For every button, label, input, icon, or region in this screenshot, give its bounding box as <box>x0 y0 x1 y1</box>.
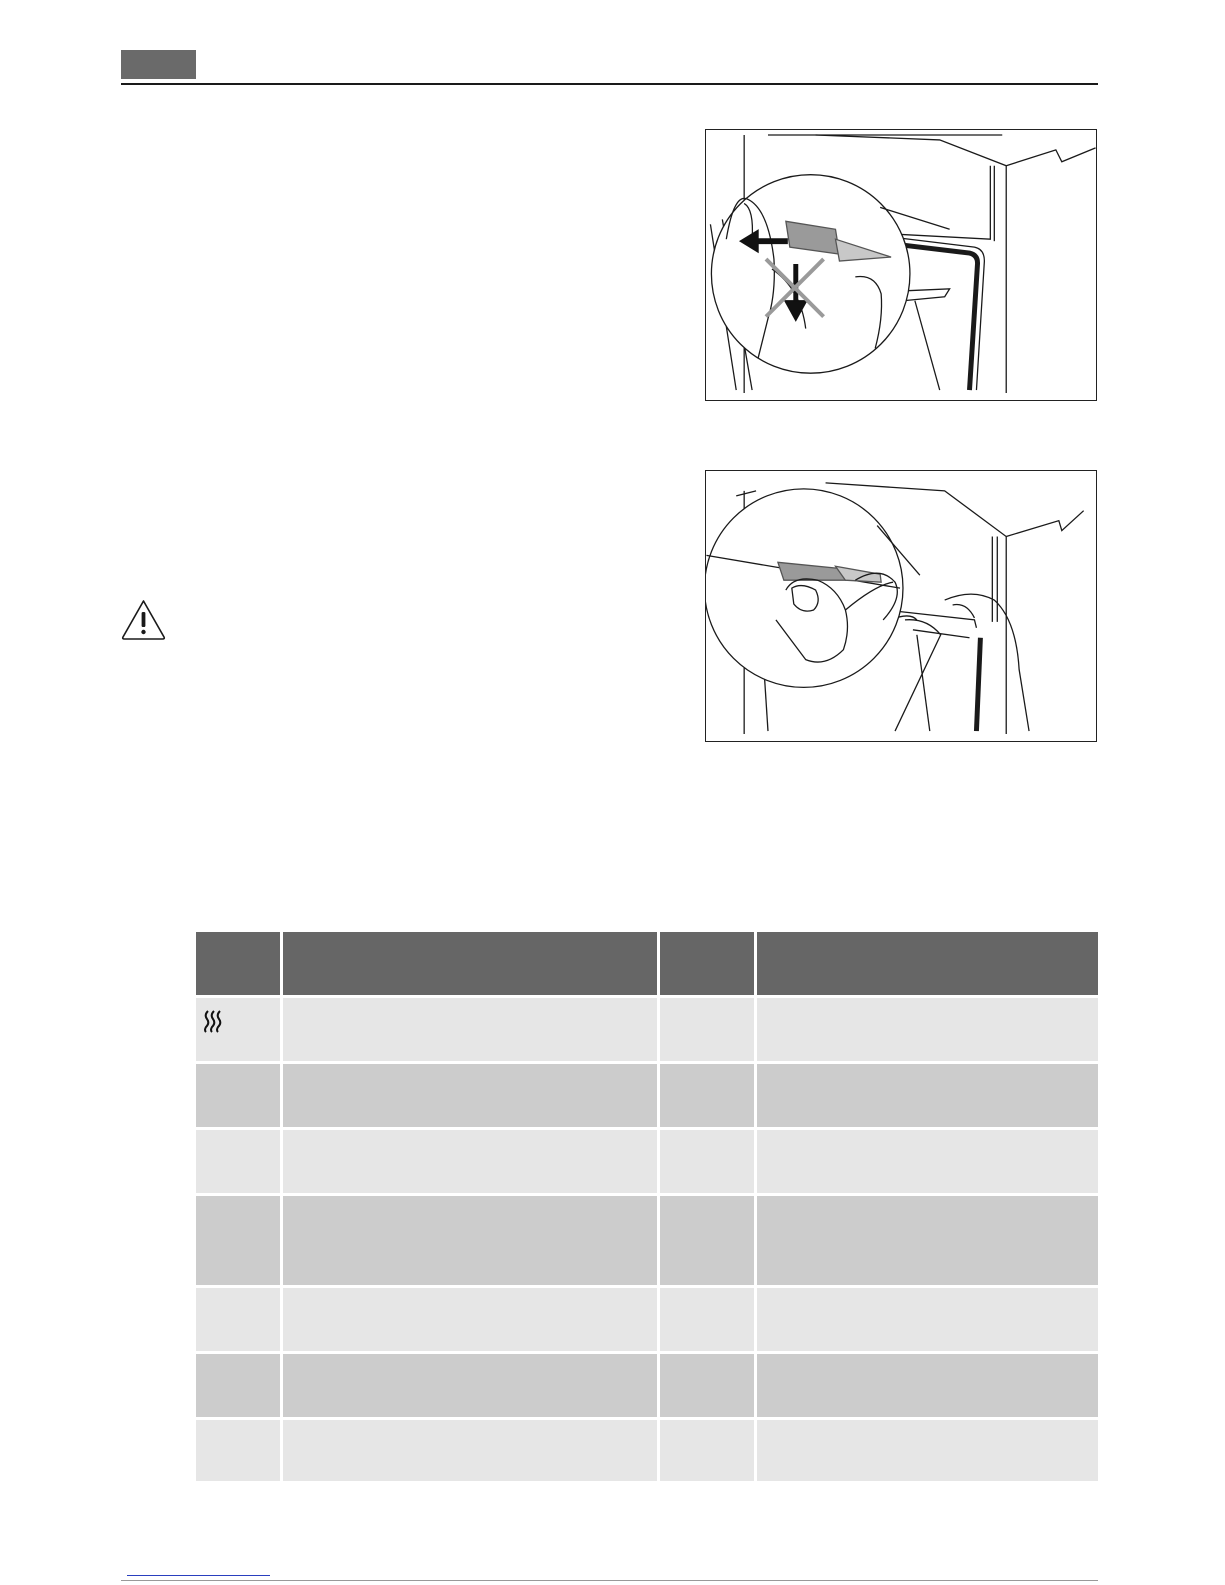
table-cell <box>196 1288 283 1354</box>
table-header-cell <box>757 932 1098 998</box>
table-cell <box>757 1064 1098 1130</box>
table-cell <box>757 1196 1098 1288</box>
table-cell <box>660 998 757 1064</box>
table-row <box>196 1420 1098 1484</box>
table-header-row <box>196 932 1098 998</box>
table-cell <box>283 1064 660 1130</box>
data-table <box>196 932 1098 1484</box>
table-row <box>196 1130 1098 1196</box>
table-row <box>196 998 1098 1064</box>
heat-waves-icon <box>202 1008 224 1034</box>
table-row <box>196 1196 1098 1288</box>
footer-link[interactable] <box>127 1575 270 1576</box>
table-cell <box>757 998 1098 1064</box>
table-cell <box>196 998 283 1064</box>
table-cell <box>196 1196 283 1288</box>
table-cell <box>660 1354 757 1420</box>
table-cell <box>196 1420 283 1484</box>
table-cell <box>196 1064 283 1130</box>
warning-triangle-icon <box>120 598 167 641</box>
table-cell <box>196 1130 283 1196</box>
table-cell <box>757 1130 1098 1196</box>
section-tab <box>121 50 196 79</box>
table-cell <box>660 1420 757 1484</box>
table-header-cell <box>283 932 660 998</box>
table-cell <box>757 1288 1098 1354</box>
door-trim-refit-illustration <box>705 470 1097 742</box>
table-cell <box>660 1196 757 1288</box>
table-cell <box>283 998 660 1064</box>
table-cell <box>757 1420 1098 1484</box>
table-row <box>196 1354 1098 1420</box>
table-cell <box>283 1130 660 1196</box>
table-cell <box>283 1420 660 1484</box>
table-header-cell <box>660 932 757 998</box>
table-row <box>196 1064 1098 1130</box>
table-cell <box>757 1354 1098 1420</box>
footer-divider <box>121 1580 1098 1581</box>
table-cell <box>660 1064 757 1130</box>
table-cell <box>660 1130 757 1196</box>
table-cell <box>283 1288 660 1354</box>
table-header-cell <box>196 932 283 998</box>
table-cell <box>283 1354 660 1420</box>
table-cell <box>196 1354 283 1420</box>
header-divider <box>121 83 1098 85</box>
table-cell <box>660 1288 757 1354</box>
door-trim-removal-illustration <box>705 129 1097 401</box>
table-row <box>196 1288 1098 1354</box>
table-cell <box>283 1196 660 1288</box>
